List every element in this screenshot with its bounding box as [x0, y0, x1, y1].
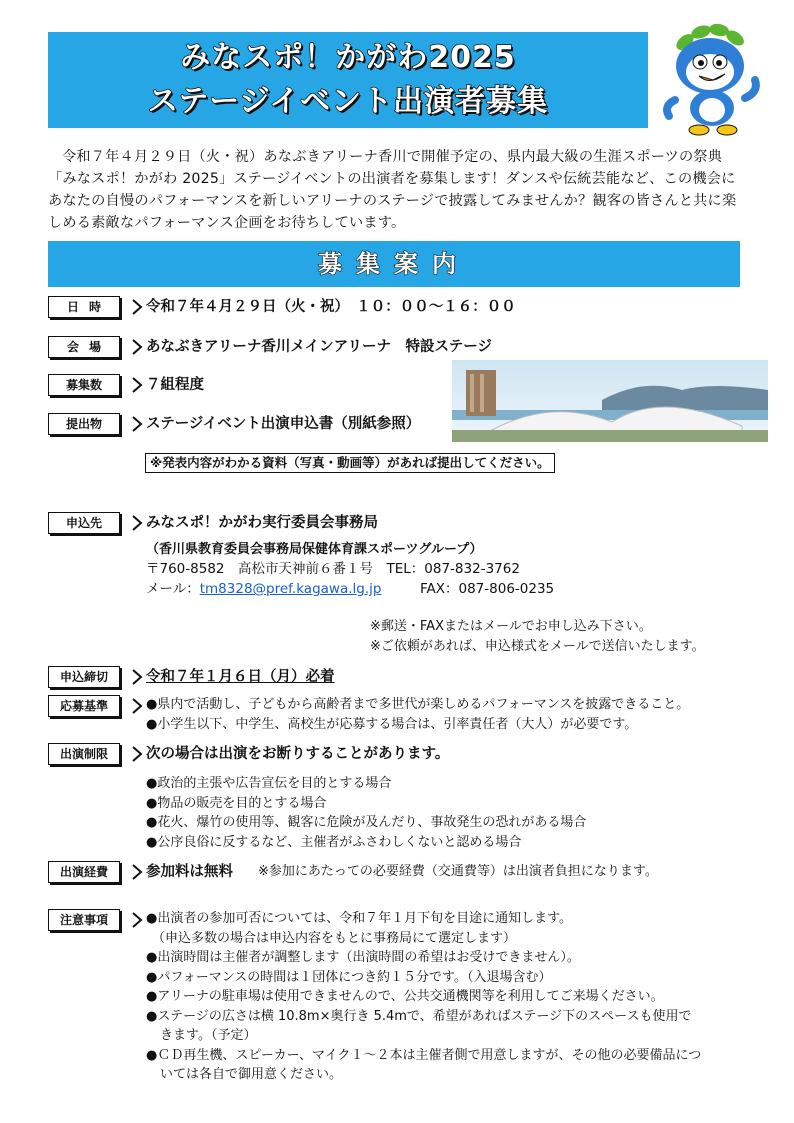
- list-item: ●出演時間は主催者が調整します（出演時間の希望はお受けできません）。: [146, 950, 580, 965]
- list-item: いては各自で御用意ください。: [160, 1067, 343, 1082]
- notes-list: [146, 909, 701, 1085]
- chevron-right-icon: [130, 376, 144, 394]
- criteria-label: 応募基準: [48, 695, 120, 717]
- section-title: 募集案内: [318, 250, 470, 278]
- mail-label: メール：: [146, 581, 200, 597]
- deadline-value: 令和７年１月６日（月）必着: [146, 669, 335, 685]
- criteria-list: [146, 695, 689, 734]
- notes-label: 注意事項: [48, 909, 120, 931]
- restrictions-heading: 次の場合は出演をお断りすることがあります。: [146, 746, 450, 762]
- list-item: ●ＣＤ再生機、スピーカー、マイク１〜２本は主催者側で用意しますが、その他の必要備品につ: [146, 1047, 702, 1063]
- list-item: ●アリーナの駐車場は使用できませんので、公共交通機関等を利用してご来場ください。: [146, 989, 664, 1004]
- contact-dept: （香川県教育委員会事務局保健体育課スポーツグループ）: [146, 542, 483, 557]
- cost-note: ※参加にあたっての必要経費（交通費等）は出演者負担になります。: [258, 864, 658, 879]
- date-label: 日時: [48, 296, 120, 318]
- contact-name: みなスポ！かがわ実行委員会事務局: [146, 515, 378, 531]
- count-label: 募集数: [48, 374, 120, 396]
- restrictions-label: 出演制限: [48, 743, 120, 765]
- page-title: みなスポ！かがわ2025: [180, 40, 516, 75]
- venue-value: あなぶきアリーナ香川メインアリーナ 特設ステージ: [146, 339, 492, 355]
- venue-label: 会場: [48, 336, 120, 358]
- contact-fax: FAX：087-806-0235: [420, 581, 555, 597]
- mascot-illustration: [655, 20, 765, 140]
- contact-mail-line: [146, 579, 381, 599]
- chevron-right-icon: [130, 514, 144, 532]
- chevron-right-icon: [130, 911, 144, 929]
- count-value: ７組程度: [146, 377, 204, 393]
- list-item: ●ステージの広さは横 10.8m×奥行き 5.4mで、希望があればステージ下のスペースも使用で: [146, 1008, 692, 1024]
- intro-text: 令和７年４月２９日（火・祝）あなぶきアリーナ香川で開催予定の、県内最大級の生涯スポーツの祭典「みなスポ！かがわ 2025」ステージイベントの出演者を募集します！ダンスや伝統芸能など、この機会にあなたの自慢のパフォーマンスを新しいアリーナのステージで披露してみませんか？観客の皆さんと共に楽しめる素敵なパフォーマンス企画をお待ちしています。: [48, 149, 737, 231]
- date-value: 令和７年４月２９日（火・祝） １０：００〜１６：００: [146, 299, 516, 315]
- chevron-right-icon: [130, 745, 144, 763]
- list-item: ●花火、爆竹の使用等、観客に危険が及んだり、事故発生の恐れがある場合: [146, 815, 587, 830]
- list-item: ●出演者の参加可否については、令和７年１月下旬を目途に通知します。: [146, 911, 573, 926]
- section-heading: [48, 241, 740, 287]
- contact-label: 申込先: [48, 512, 120, 534]
- list-item: （申込多数の場合は申込内容をもとに事務局にて選定します）: [152, 930, 517, 946]
- submission-note: ※発表内容がわかる資料（写真・動画等）があれば提出してください。: [145, 453, 555, 473]
- email-link[interactable]: tm8328@pref.kagawa.lg.jp: [199, 581, 382, 597]
- cost-label: 出演経費: [48, 861, 120, 883]
- chevron-right-icon: [130, 668, 144, 686]
- list-item: ●小学生以下、中学生、高校生が応募する場合は、引率責任者（大人）が必要です。: [146, 716, 638, 732]
- page-subtitle: ステージイベント出演者募集: [147, 84, 549, 119]
- contact-note-1: ※郵送・FAXまたはメールでお申し込み下さい。: [370, 619, 652, 634]
- list-item: きます。（予定）: [160, 1028, 257, 1043]
- submission-label: 提出物: [48, 413, 120, 435]
- list-item: ●パフォーマンスの時間は１団体につき約１５分です。（入退場含む）: [146, 969, 552, 985]
- title-banner: [48, 32, 648, 128]
- contact-note-2: ※ご依頼があれば、申込様式をメールで送信いたします。: [370, 639, 705, 654]
- chevron-right-icon: [130, 697, 144, 715]
- chevron-right-icon: [130, 298, 144, 316]
- cost-value: 参加料は無料: [146, 864, 233, 880]
- chevron-right-icon: [130, 338, 144, 356]
- contact-address: 〒760-8582 高松市天神前６番１号 TEL：087-832-3762: [146, 561, 520, 577]
- list-item: ●政治的主張や広告宣伝を目的とする場合: [146, 776, 392, 791]
- list-item: ●県内で活動し、子どもから高齢者まで多世代が楽しめるパフォーマンスを披露できること。: [146, 697, 690, 712]
- restrictions-list: [146, 774, 586, 852]
- chevron-right-icon: [130, 415, 144, 433]
- chevron-right-icon: [130, 863, 144, 881]
- arena-photo: [452, 360, 768, 442]
- list-item: ●物品の販売を目的とする場合: [146, 795, 327, 811]
- list-item: ●公序良俗に反するなど、主催者がふさわしくないと認める場合: [146, 834, 522, 850]
- submission-value: ステージイベント出演申込書（別紙参照）: [146, 416, 421, 432]
- deadline-label: 申込締切: [48, 666, 120, 688]
